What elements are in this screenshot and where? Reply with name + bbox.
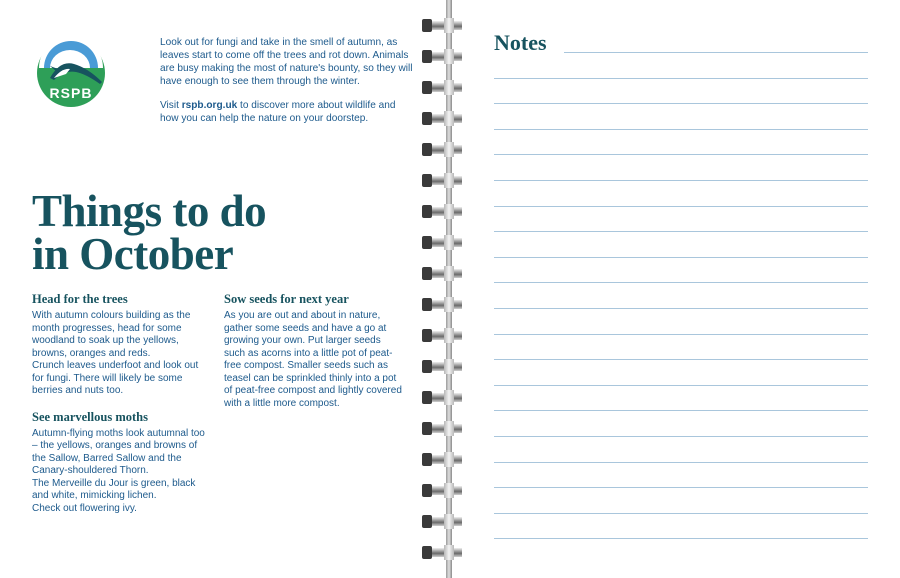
section-title-trees: Head for the trees bbox=[32, 292, 128, 306]
logo-text: RSPB bbox=[49, 85, 93, 101]
notes-line bbox=[494, 231, 868, 232]
page-title-line1: Things to do bbox=[32, 186, 267, 236]
notes-line bbox=[494, 385, 868, 386]
rspb-logo bbox=[36, 38, 106, 108]
page-title bbox=[32, 186, 267, 279]
notes-line bbox=[494, 257, 868, 258]
notes-line bbox=[494, 282, 868, 283]
notes-line bbox=[494, 206, 868, 207]
notes-writing-area[interactable] bbox=[494, 0, 868, 578]
notes-line bbox=[494, 487, 868, 488]
visit-suffix: to discover more about wildlife and how you can help the nature on your doorstep. bbox=[160, 100, 396, 124]
notes-line bbox=[494, 154, 868, 155]
section-body-trees: With autumn colours building as the month progresses, head for some woodland to soak up the yellows, browns, oranges and reds. Crunch leaves underfoot and look out for fungi. There will likely be some berries and nuts too. bbox=[32, 310, 199, 396]
rspb-website-link[interactable]: rspb.org.uk bbox=[181, 100, 238, 111]
notes-line bbox=[494, 103, 868, 104]
section-title-seeds: Sow seeds for next year bbox=[224, 292, 349, 306]
notes-line bbox=[494, 436, 868, 437]
notes-line bbox=[494, 538, 868, 539]
notes-line bbox=[494, 359, 868, 360]
notes-line bbox=[494, 462, 868, 463]
visit-paragraph bbox=[160, 99, 415, 125]
notes-line bbox=[494, 308, 868, 309]
section-title-moths: See marvellous moths bbox=[32, 409, 148, 424]
activities-column-1 bbox=[32, 292, 212, 527]
notes-line bbox=[494, 334, 868, 335]
notes-line bbox=[494, 78, 868, 79]
intro-text-block bbox=[160, 36, 415, 136]
notes-line bbox=[494, 180, 868, 181]
notes-title: Notes bbox=[494, 30, 547, 55]
section-body-seeds: As you are out and about in nature, gather some seeds and have a go at growing your own. Put larger seeds such as acorns into a little pot of peat-free compost. Smaller seeds such as teasel can be sprinkled thinly into a pot of peat-free compost and lightly covered with a little more compost. bbox=[224, 310, 402, 409]
notes-line bbox=[494, 513, 868, 514]
notes-line bbox=[494, 129, 868, 130]
left-page bbox=[0, 0, 430, 578]
visit-prefix: Visit bbox=[160, 100, 182, 111]
activities-column-2 bbox=[224, 292, 404, 422]
notes-line bbox=[494, 410, 868, 411]
notes-line bbox=[564, 52, 868, 53]
intro-paragraph: Look out for fungi and take in the smell of autumn, as leaves start to come off the trees and rot down. Animals are busy making the most of nature's bounty, so they will have enough to see them through the winter. bbox=[160, 37, 413, 87]
section-body-moths: Autumn-flying moths look autumnal too – the yellows, oranges and browns of the Sallow, Barred Sallow and the Canary-shouldered Thorn. The Merveille du Jour is green, black and white, mimicking lichen. Check out flowering ivy. bbox=[32, 427, 205, 514]
page-title-line2: in October bbox=[32, 229, 234, 279]
